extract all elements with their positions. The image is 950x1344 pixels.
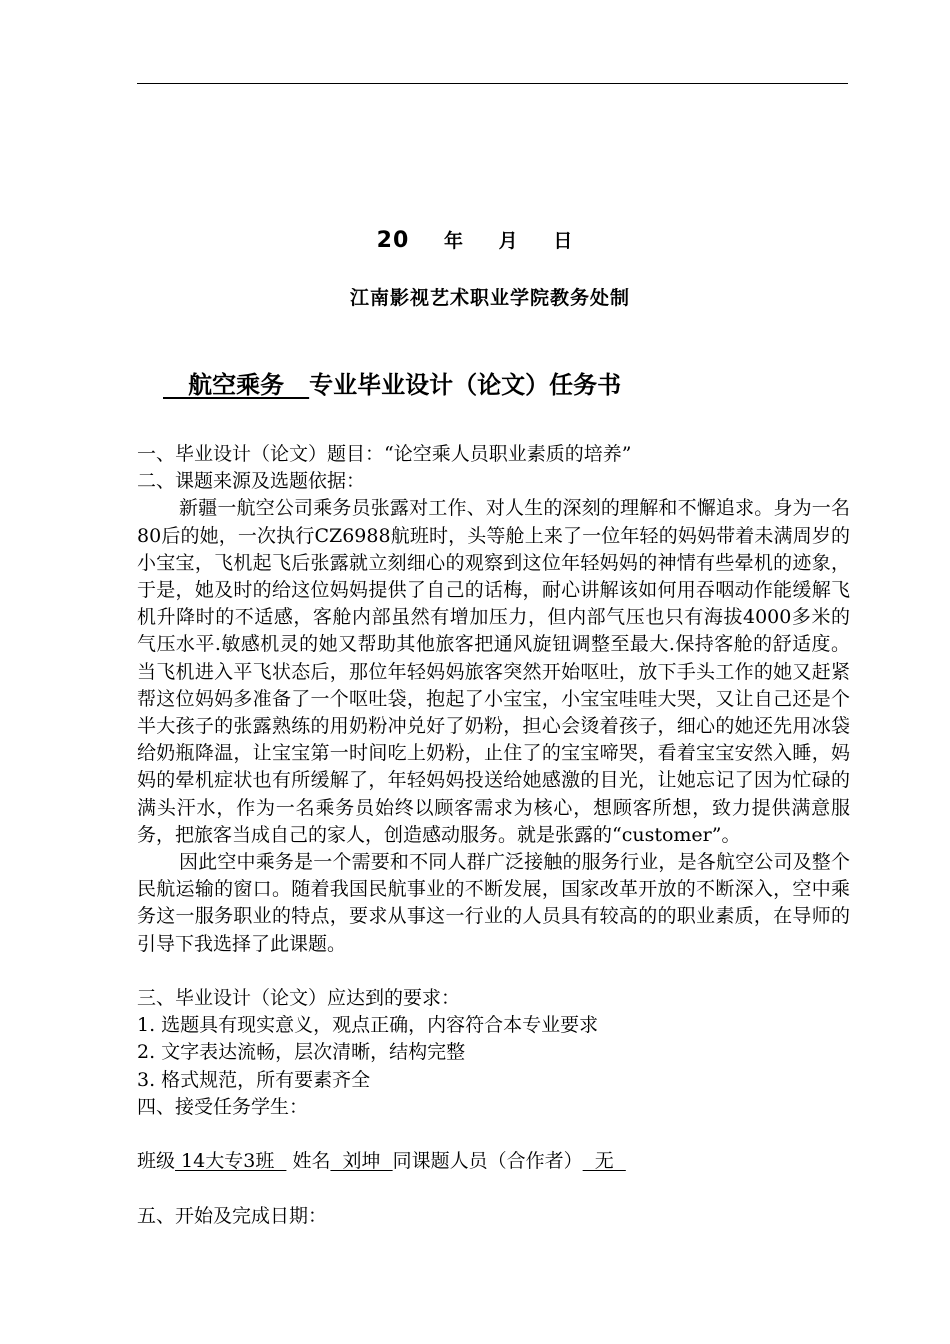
spacer — [137, 958, 850, 985]
source-paragraph-1: 新疆一航空公司乘务员张露对工作、对人生的深刻的理解和不懈追求。身为一名80后的她，一次执行CZ6988航班时，头等舱上来了一位年轻的妈妈带着未满周岁的小宝宝，飞机起飞后张露就立刻细心的观察到这位年轻妈妈的神情有些晕机的迹象，于是，她及时的给这位妈妈提供了自己的话梅，耐心讲解该如何用吞咽动作能缓解飞机升降时的不适感，客舱内部虽然有增加压力，但内部气压也只有海拔4000多米的气压水平.敏感机灵的她又帮助其他旅客把通风旋钮调整至最大.保持客舱的舒适度。当飞机进入平飞状态后，那位年轻妈妈旅客突然开始呕吐，放下手头工作的她又赶紧帮这位妈妈多准备了一个呕吐袋，抱起了小宝宝，小宝宝哇哇大哭，又让自己还是个半大孩子的张露熟练的用奶粉冲兑好了奶粉，担心会烫着孩子，细心的她还先用冰袋给奶瓶降温，让宝宝第一时间吃上奶粉，止住了的宝宝啼哭，看着宝宝安然入睡，妈妈的晕机症状也有所缓解了，年轻妈妈投送给她感激的目光，让她忘记了因为忙碌的满头汗水，作为一名乘务员始终以顾客需求为核心，想顾客所想，致力提供满意服务，把旅客当成自己的家人，创造感动服务。就是张露的“customer”。 — [137, 497, 850, 846]
partner-value: 无 — [582, 1150, 626, 1173]
date-year: 20 — [376, 228, 410, 253]
name-value: 刘坤 — [330, 1150, 393, 1173]
class-value: 14大专3班 — [175, 1150, 287, 1173]
source-heading: 二、课题来源及选题依据： — [137, 470, 366, 493]
name-label: 姓名 — [286, 1150, 331, 1173]
student-heading: 四、接受任务学生： — [137, 1095, 309, 1118]
dates-heading: 五、开始及完成日期： — [137, 1204, 328, 1227]
date-day-unit: 日 — [553, 230, 574, 252]
requirements-heading: 三、毕业设计（论文）应达到的要求： — [137, 987, 461, 1010]
source-paragraph-2: 因此空中乘务是一个需要和不同人群广泛接触的服务行业，是各航空公司及整个民航运输的窗口。随着我国民航事业的不断发展，国家改革开放的不断深入，空中乘务这一服务职业的特点，要求从事这一行业的人员具有较高的的职业素质，在导师的引导下我选择了此课题。 — [137, 851, 850, 955]
topic-line: 一、毕业设计（论文）题目：“论空乘人员职业素质的培养” — [137, 443, 632, 465]
spacer — [137, 1175, 850, 1202]
document-body — [137, 441, 850, 1230]
title-suffix: 专业毕业设计（论文）任务书 — [309, 371, 622, 399]
requirement-item: 2. 文字表达流畅，层次清晰，结构完整 — [137, 1041, 466, 1064]
spacer — [137, 1121, 850, 1148]
header-rule — [137, 83, 848, 84]
class-label: 班级 — [137, 1150, 176, 1173]
date-month-unit: 月 — [498, 230, 519, 252]
title-major: 航空乘务 — [163, 371, 310, 399]
document-title — [163, 365, 621, 400]
requirement-item: 3. 格式规范，所有要素齐全 — [137, 1068, 371, 1091]
student-line — [137, 1148, 850, 1175]
requirement-item: 1. 选题具有现实意义，观点正确，内容符合本专业要求 — [137, 1014, 599, 1037]
partner-label: 同课题人员（合作者） — [392, 1150, 583, 1173]
date-year-unit: 年 — [443, 230, 464, 252]
issuer-line: 江南影视艺术职业学院教务处制 — [349, 287, 630, 309]
date-line — [0, 226, 950, 253]
